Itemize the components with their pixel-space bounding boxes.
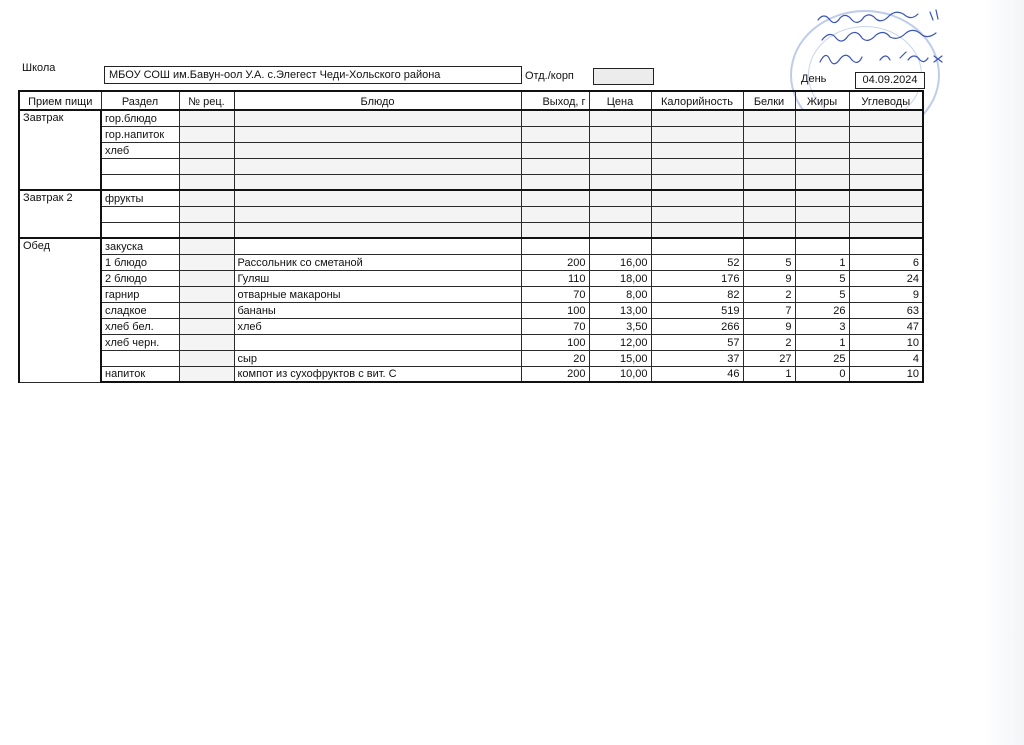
col-header-section: Раздел: [101, 91, 179, 110]
price-cell[interactable]: 15,00: [589, 350, 651, 366]
weight-cell[interactable]: 110: [521, 270, 589, 286]
signature-handwriting: [800, 6, 970, 76]
carbs-cell[interactable]: 9: [849, 286, 923, 302]
weight-cell[interactable]: 20: [521, 350, 589, 366]
dish-cell[interactable]: [234, 222, 521, 238]
price-cell[interactable]: 12,00: [589, 334, 651, 350]
col-header-fat: Жиры: [795, 91, 849, 110]
meal-cell: Обед: [19, 238, 101, 382]
price-cell[interactable]: [589, 206, 651, 222]
price-cell[interactable]: 8,00: [589, 286, 651, 302]
col-header-weight: Выход, г: [521, 91, 589, 110]
recipe-cell[interactable]: [179, 142, 234, 158]
table-row: [19, 206, 923, 222]
kcal-cell[interactable]: 37: [651, 350, 743, 366]
weight-cell[interactable]: [521, 238, 589, 254]
price-cell[interactable]: 16,00: [589, 254, 651, 270]
carbs-cell[interactable]: [849, 222, 923, 238]
kcal-cell[interactable]: [651, 174, 743, 190]
protein-cell[interactable]: 9: [743, 318, 795, 334]
table-row: [19, 158, 923, 174]
fat-cell[interactable]: 0: [795, 366, 849, 382]
table-row: [19, 270, 923, 286]
section-cell: хлеб: [101, 142, 179, 158]
carbs-cell[interactable]: [849, 206, 923, 222]
dept-field[interactable]: [593, 68, 654, 85]
kcal-cell[interactable]: 46: [651, 366, 743, 382]
section-cell: 2 блюдо: [101, 270, 179, 286]
carbs-cell[interactable]: [849, 158, 923, 174]
weight-cell[interactable]: [521, 110, 589, 126]
protein-cell[interactable]: 7: [743, 302, 795, 318]
protein-cell[interactable]: [743, 142, 795, 158]
col-header-recipe: № рец.: [179, 91, 234, 110]
col-header-dish: Блюдо: [234, 91, 521, 110]
kcal-cell[interactable]: [651, 158, 743, 174]
weight-cell[interactable]: 70: [521, 318, 589, 334]
section-cell: хлеб бел.: [101, 318, 179, 334]
day-label: День: [801, 73, 827, 85]
carbs-cell[interactable]: 63: [849, 302, 923, 318]
kcal-cell[interactable]: 52: [651, 254, 743, 270]
section-cell: фрукты: [101, 190, 179, 206]
price-cell[interactable]: 18,00: [589, 270, 651, 286]
weight-cell[interactable]: [521, 222, 589, 238]
recipe-cell[interactable]: [179, 286, 234, 302]
recipe-cell[interactable]: [179, 174, 234, 190]
carbs-cell[interactable]: [849, 174, 923, 190]
kcal-cell[interactable]: [651, 142, 743, 158]
price-cell[interactable]: 10,00: [589, 366, 651, 382]
dish-cell[interactable]: [234, 158, 521, 174]
table-row: [19, 190, 923, 206]
protein-cell[interactable]: 2: [743, 286, 795, 302]
fat-cell[interactable]: [795, 238, 849, 254]
dish-cell[interactable]: [234, 238, 521, 254]
protein-cell[interactable]: 1: [743, 366, 795, 382]
kcal-cell[interactable]: [651, 126, 743, 142]
col-header-protein: Белки: [743, 91, 795, 110]
table-row: [19, 254, 923, 270]
table-row: [19, 238, 923, 254]
fat-cell[interactable]: 3: [795, 318, 849, 334]
dish-cell[interactable]: хлеб: [234, 318, 521, 334]
dish-cell[interactable]: сыр: [234, 350, 521, 366]
dish-cell[interactable]: отварные макароны: [234, 286, 521, 302]
protein-cell[interactable]: [743, 222, 795, 238]
dish-cell[interactable]: бананы: [234, 302, 521, 318]
protein-cell[interactable]: [743, 206, 795, 222]
dish-cell[interactable]: [234, 206, 521, 222]
price-cell[interactable]: 13,00: [589, 302, 651, 318]
recipe-cell[interactable]: [179, 110, 234, 126]
section-cell: [101, 174, 179, 190]
price-cell[interactable]: [589, 190, 651, 206]
fat-cell[interactable]: 5: [795, 286, 849, 302]
weight-cell[interactable]: 100: [521, 334, 589, 350]
menu-table-body: [19, 110, 923, 382]
section-cell: [101, 350, 179, 366]
protein-cell[interactable]: 2: [743, 334, 795, 350]
fat-cell[interactable]: [795, 222, 849, 238]
kcal-cell[interactable]: 519: [651, 302, 743, 318]
fat-cell[interactable]: 1: [795, 254, 849, 270]
carbs-cell[interactable]: 24: [849, 270, 923, 286]
weight-cell[interactable]: [521, 126, 589, 142]
table-row: [19, 350, 923, 366]
dish-cell[interactable]: [234, 174, 521, 190]
weight-cell[interactable]: 70: [521, 286, 589, 302]
protein-cell[interactable]: [743, 126, 795, 142]
table-row: [19, 334, 923, 350]
dish-cell[interactable]: [234, 126, 521, 142]
recipe-cell[interactable]: [179, 254, 234, 270]
dish-cell[interactable]: Гуляш: [234, 270, 521, 286]
carbs-cell[interactable]: [849, 126, 923, 142]
kcal-cell[interactable]: [651, 222, 743, 238]
kcal-cell[interactable]: [651, 238, 743, 254]
dish-cell[interactable]: [234, 334, 521, 350]
weight-cell[interactable]: [521, 206, 589, 222]
section-cell: сладкое: [101, 302, 179, 318]
table-row: [19, 142, 923, 158]
recipe-cell[interactable]: [179, 158, 234, 174]
fat-cell[interactable]: [795, 174, 849, 190]
fat-cell[interactable]: 1: [795, 334, 849, 350]
fat-cell[interactable]: 25: [795, 350, 849, 366]
section-cell: гор.блюдо: [101, 110, 179, 126]
school-name-field[interactable]: МБОУ СОШ им.Бавун-оол У.А. с.Элегест Чеди-Хольского района: [104, 66, 522, 84]
table-header-row: [19, 91, 923, 110]
day-field[interactable]: 04.09.2024: [855, 72, 925, 89]
carbs-cell[interactable]: [849, 142, 923, 158]
table-row: [19, 302, 923, 318]
table-row: [19, 318, 923, 334]
section-cell: гарнир: [101, 286, 179, 302]
recipe-cell[interactable]: [179, 302, 234, 318]
meal-cell: Завтрак 2: [19, 190, 101, 238]
protein-cell[interactable]: [743, 158, 795, 174]
price-cell[interactable]: 3,50: [589, 318, 651, 334]
recipe-cell[interactable]: [179, 126, 234, 142]
fat-cell[interactable]: 5: [795, 270, 849, 286]
recipe-cell[interactable]: [179, 222, 234, 238]
weight-cell[interactable]: 200: [521, 254, 589, 270]
dish-cell[interactable]: компот из сухофруктов с вит. С: [234, 366, 521, 382]
recipe-cell[interactable]: [179, 318, 234, 334]
col-header-price: Цена: [589, 91, 651, 110]
menu-table: [18, 90, 924, 383]
section-cell: хлеб черн.: [101, 334, 179, 350]
dish-cell[interactable]: [234, 142, 521, 158]
price-cell[interactable]: [589, 110, 651, 126]
weight-cell[interactable]: [521, 142, 589, 158]
fat-cell[interactable]: [795, 158, 849, 174]
carbs-cell[interactable]: 6: [849, 254, 923, 270]
fat-cell[interactable]: [795, 206, 849, 222]
carbs-cell[interactable]: 47: [849, 318, 923, 334]
school-label: Школа: [22, 62, 56, 74]
table-row: [19, 126, 923, 142]
fat-cell[interactable]: [795, 142, 849, 158]
col-header-meal: Прием пищи: [19, 91, 101, 110]
carbs-cell[interactable]: 4: [849, 350, 923, 366]
recipe-cell[interactable]: [179, 350, 234, 366]
fat-cell[interactable]: [795, 190, 849, 206]
weight-cell[interactable]: [521, 174, 589, 190]
section-cell: напиток: [101, 366, 179, 382]
price-cell[interactable]: [589, 222, 651, 238]
kcal-cell[interactable]: 82: [651, 286, 743, 302]
weight-cell[interactable]: 200: [521, 366, 589, 382]
col-header-kcal: Калорийность: [651, 91, 743, 110]
table-row: [19, 286, 923, 302]
kcal-cell[interactable]: 176: [651, 270, 743, 286]
protein-cell[interactable]: 5: [743, 254, 795, 270]
price-cell[interactable]: [589, 158, 651, 174]
meal-cell: Завтрак: [19, 110, 101, 190]
table-row: [19, 222, 923, 238]
carbs-cell[interactable]: 10: [849, 334, 923, 350]
table-row: [19, 366, 923, 382]
dish-cell[interactable]: [234, 110, 521, 126]
price-cell[interactable]: [589, 174, 651, 190]
carbs-cell[interactable]: [849, 190, 923, 206]
recipe-cell[interactable]: [179, 270, 234, 286]
protein-cell[interactable]: [743, 190, 795, 206]
carbs-cell[interactable]: [849, 238, 923, 254]
kcal-cell[interactable]: [651, 110, 743, 126]
section-cell: [101, 158, 179, 174]
dept-label: Отд./корп: [525, 70, 574, 82]
dish-cell[interactable]: [234, 190, 521, 206]
table-row: [19, 174, 923, 190]
kcal-cell[interactable]: 266: [651, 318, 743, 334]
carbs-cell[interactable]: [849, 110, 923, 126]
col-header-carbs: Углеводы: [849, 91, 923, 110]
price-cell[interactable]: [589, 126, 651, 142]
protein-cell[interactable]: [743, 174, 795, 190]
section-cell: [101, 222, 179, 238]
kcal-cell[interactable]: 57: [651, 334, 743, 350]
weight-cell[interactable]: 100: [521, 302, 589, 318]
recipe-cell[interactable]: [179, 334, 234, 350]
dish-cell[interactable]: Рассольник со сметаной: [234, 254, 521, 270]
protein-cell[interactable]: [743, 238, 795, 254]
section-cell: закуска: [101, 238, 179, 254]
price-cell[interactable]: [589, 238, 651, 254]
table-row: [19, 110, 923, 126]
carbs-cell[interactable]: 10: [849, 366, 923, 382]
protein-cell[interactable]: 9: [743, 270, 795, 286]
kcal-cell[interactable]: [651, 190, 743, 206]
weight-cell[interactable]: [521, 190, 589, 206]
protein-cell[interactable]: [743, 110, 795, 126]
page-edge-shadow: [984, 0, 1024, 745]
recipe-cell[interactable]: [179, 238, 234, 254]
weight-cell[interactable]: [521, 158, 589, 174]
kcal-cell[interactable]: [651, 206, 743, 222]
recipe-cell[interactable]: [179, 190, 234, 206]
recipe-cell[interactable]: [179, 206, 234, 222]
fat-cell[interactable]: [795, 110, 849, 126]
price-cell[interactable]: [589, 142, 651, 158]
protein-cell[interactable]: 27: [743, 350, 795, 366]
fat-cell[interactable]: 26: [795, 302, 849, 318]
fat-cell[interactable]: [795, 126, 849, 142]
section-cell: 1 блюдо: [101, 254, 179, 270]
section-cell: гор.напиток: [101, 126, 179, 142]
recipe-cell[interactable]: [179, 366, 234, 382]
section-cell: [101, 206, 179, 222]
